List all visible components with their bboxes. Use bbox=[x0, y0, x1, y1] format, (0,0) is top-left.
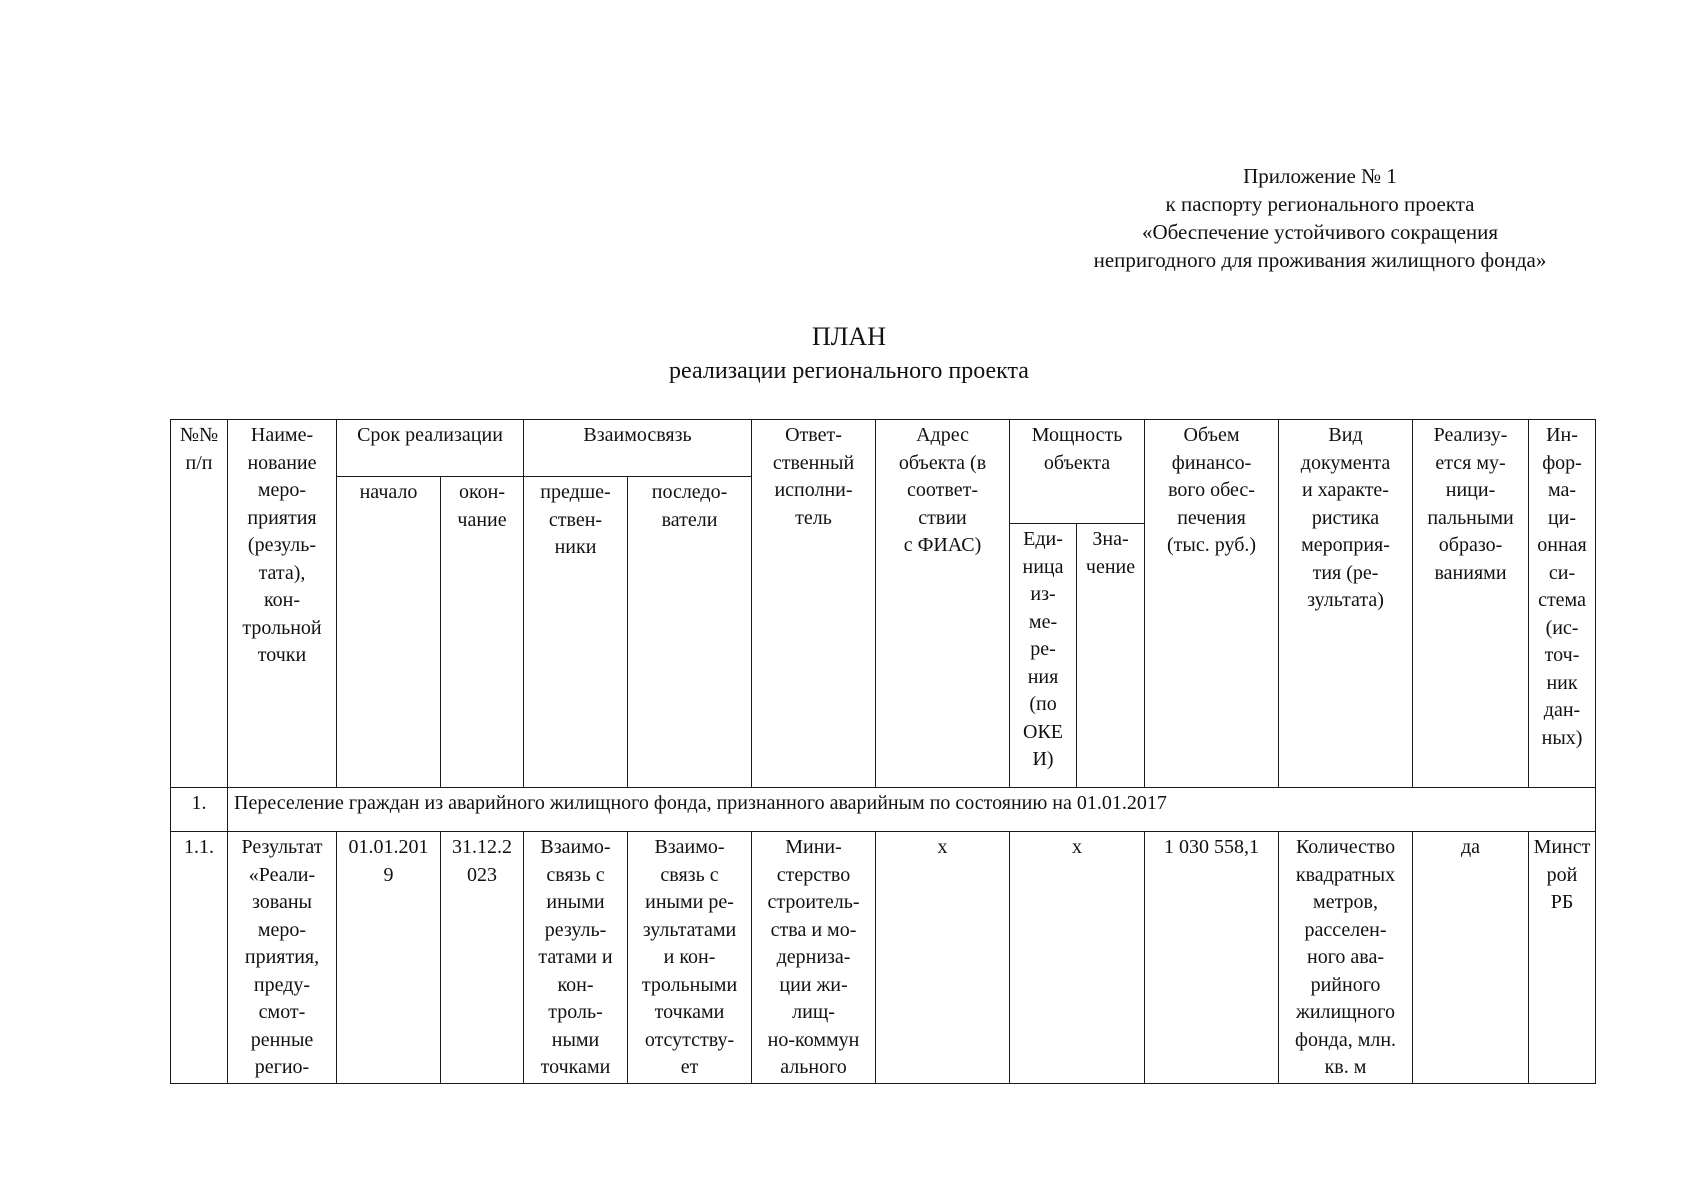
header-period: Срок реализации bbox=[337, 420, 524, 477]
row-municipal: да bbox=[1413, 832, 1529, 1084]
row-address: х bbox=[876, 832, 1010, 1084]
plan-table bbox=[170, 419, 1596, 1084]
row-num: 1.1. bbox=[171, 832, 228, 1084]
row-name: Результат «Реали- зованы меро- приятия, преду- смот- ренные регио- bbox=[228, 832, 337, 1084]
header-relation: Взаимосвязь bbox=[524, 420, 752, 477]
section-title: Переселение граждан из аварийного жилищного фонда, признанного аварийным по состоянию на 01.01.2017 bbox=[228, 788, 1596, 832]
row-start: 01.01.201 9 bbox=[337, 832, 441, 1084]
header-start: начало bbox=[337, 477, 441, 788]
header-num: №№ п/п bbox=[171, 420, 228, 788]
row-successors: Взаимо- связь с иными ре- зультатами и кон- трольными точками отсутству- ет bbox=[628, 832, 752, 1084]
title-main: ПЛАН bbox=[812, 322, 886, 351]
appendix-line: «Обеспечение устойчивого сокращения bbox=[1141, 220, 1499, 244]
header-predecessors: предше- ствен- ники bbox=[524, 477, 628, 788]
header-unit: Еди- ница из- ме- ре- ния (по ОКЕ И) bbox=[1010, 524, 1077, 788]
appendix-line: непригодного для проживания жилищного фонда» bbox=[1093, 248, 1547, 272]
row-end: 31.12.2 023 bbox=[441, 832, 524, 1084]
header-end: окон- чание bbox=[441, 477, 524, 788]
row-predecessors: Взаимо- связь с иными резуль- татами и кон- троль- ными точками bbox=[524, 832, 628, 1084]
header-name: Наиме- нование меро- приятия (резуль- тата), кон- трольной точки bbox=[228, 420, 337, 788]
header-info-system: Ин- фор- ма- ци- онная си- стема (ис- точ- ник дан- ных) bbox=[1529, 420, 1596, 788]
appendix-block bbox=[960, 162, 1680, 274]
section-row bbox=[171, 788, 1596, 832]
row-funding: 1 030 558,1 bbox=[1145, 832, 1279, 1084]
header-value: Зна- чение bbox=[1077, 524, 1145, 788]
header-municipal: Реализу- ется му- ници- пальными образо- ваниями bbox=[1413, 420, 1529, 788]
row-responsible: Мини- стерство строитель- ства и мо- дерниза- ции жи- лищ- но-коммун ального bbox=[752, 832, 876, 1084]
header-row bbox=[171, 420, 1596, 477]
row-doc-type: Количество квадратных метров, расселен- ного ава- рийного жилищного фонда, млн. кв. м bbox=[1279, 832, 1413, 1084]
appendix-line: Приложение № 1 bbox=[1243, 164, 1397, 188]
appendix-line: к паспорту регионального проекта bbox=[1165, 192, 1475, 216]
header-address: Адрес объекта (в соответ- ствии с ФИАС) bbox=[876, 420, 1010, 788]
header-funding: Объем финансо- вого обес- печения (тыс. руб.) bbox=[1145, 420, 1279, 788]
header-capacity: Мощность объекта bbox=[1010, 420, 1145, 524]
title-subtitle: реализации регионального проекта bbox=[669, 358, 1029, 384]
table-row bbox=[171, 832, 1596, 1084]
header-successors: последо- ватели bbox=[628, 477, 752, 788]
row-info-system: Минст рой РБ bbox=[1529, 832, 1596, 1084]
header-doc-type: Вид документа и характе- ристика мероприя- тия (ре- зультата) bbox=[1279, 420, 1413, 788]
document-title bbox=[0, 320, 1698, 388]
row-capacity: х bbox=[1010, 832, 1145, 1084]
section-num: 1. bbox=[171, 788, 228, 832]
header-responsible: Ответ- ственный исполни- тель bbox=[752, 420, 876, 788]
